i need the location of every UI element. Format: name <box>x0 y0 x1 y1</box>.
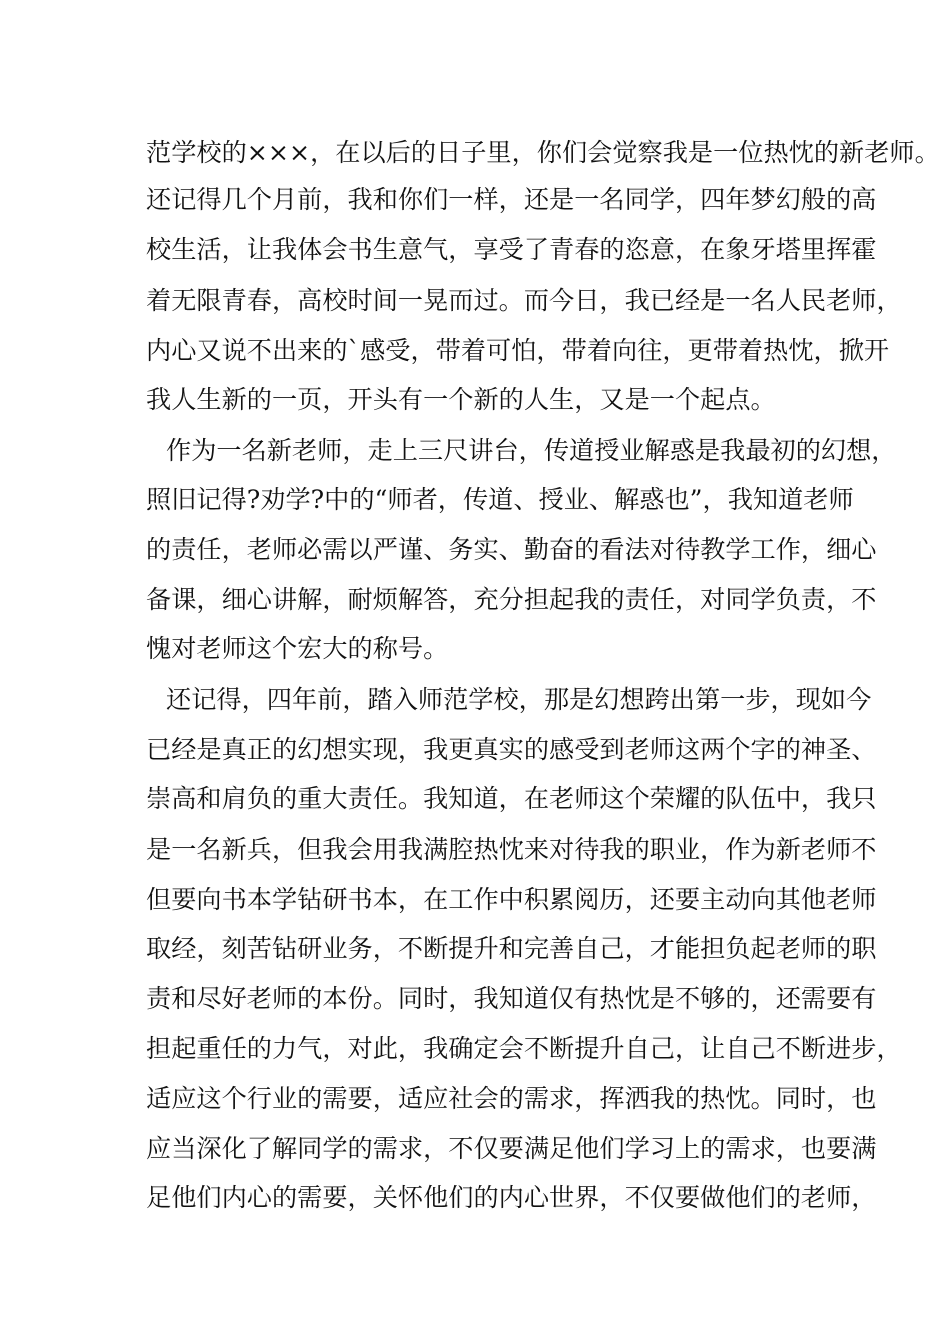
text-line: 应当深化了解同学的需求，不仅要满足他们学习上的需求，也要满 <box>146 1134 877 1163</box>
text-line: 内心又说不出来的`感受，带着可怕，带着向往，更带着热忱，掀开 <box>146 336 890 365</box>
paragraph-first-line: 作为一名新老师，走上三尺讲台，传道授业解惑是我最初的幻想， <box>166 436 897 465</box>
text-line: 已经是真正的幻想实现，我更真实的感受到老师这两个字的神圣、 <box>146 735 877 764</box>
text-line: 担起重任的力气，对此，我确定会不断提升自己，让自己不断进步， <box>146 1034 902 1063</box>
text-line: 责和尽好老师的本份。同时，我知道仅有热忱是不够的，还需要有 <box>146 984 877 1013</box>
paragraph-first-line: 还记得，四年前，踏入师范学校，那是幻想跨出第一步，现如今 <box>166 685 872 714</box>
text-line: 范学校的×××，在以后的日子里，你们会觉察我是一位热忱的新老师。 <box>146 138 940 167</box>
text-line: 崇高和肩负的重大责任。我知道，在老师这个荣耀的队伍中，我只 <box>146 784 877 813</box>
text-line: 我人生新的一页，开头有一个新的人生，又是一个起点。 <box>146 385 776 414</box>
text-line: 着无限青春，高校时间一晃而过。而今日，我已经是一名人民老师， <box>146 286 902 315</box>
text-line: 备课，细心讲解，耐烦解答，充分担起我的责任，对同学负责，不 <box>146 585 877 614</box>
text-line: 是一名新兵，但我会用我满腔热忱来对待我的职业，作为新老师不 <box>146 835 877 864</box>
text-line: 的责任，老师必需以严谨、务实、勤奋的看法对待教学工作，细心 <box>146 535 877 564</box>
text-line: 但要向书本学钻研书本，在工作中积累阅历，还要主动向其他老师 <box>146 885 877 914</box>
text-line: 愧对老师这个宏大的称号。 <box>146 634 449 663</box>
text-line: 还记得几个月前，我和你们一样，还是一名同学，四年梦幻般的高 <box>146 185 877 214</box>
text-line: 校生活，让我体会书生意气，享受了青春的恣意，在象牙塔里挥霍 <box>146 235 877 264</box>
text-line: 适应这个行业的需要，适应社会的需求，挥洒我的热忱。同时，也 <box>146 1084 877 1113</box>
text-line: 取经，刻苦钻研业务，不断提升和完善自己，才能担负起老师的职 <box>146 934 877 963</box>
text-line: 照旧记得?劝学?中的“师者，传道、授业、解惑也”，我知道老师 <box>146 485 854 514</box>
text-line: 足他们内心的需要，关怀他们的内心世界，不仅要做他们的老师， <box>146 1183 877 1212</box>
